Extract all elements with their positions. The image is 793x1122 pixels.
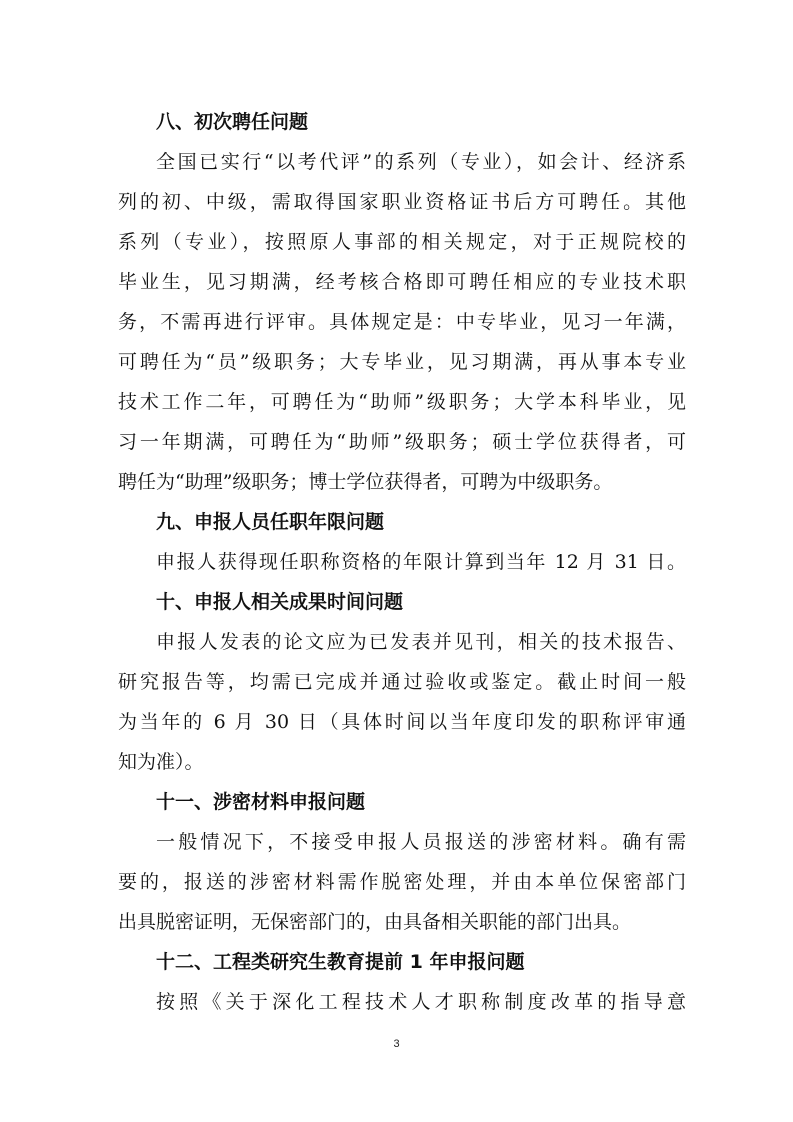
text-line: 系列（专业），按照原人事部的相关规定，对于正规院校的 (118, 231, 686, 253)
section-tenure-years (118, 502, 686, 582)
text-line: 按照《关于深化工程技术人才职称制度改革的指导意 (156, 991, 686, 1013)
section-heading: 八、初次聘任问题 (156, 111, 309, 133)
text-line: 技术工作二年，可聘任为“助师”级职务；大学本科毕业，见 (118, 391, 686, 413)
text-line: 申报人发表的论文应为已发表并见刊，相关的技术报告、 (156, 631, 686, 653)
section-heading: 十二、工程类研究生教育提前 1 年申报问题 (156, 951, 525, 973)
section-paragraph (118, 542, 686, 582)
text-line: 务，不需再进行评审。具体规定是：中专毕业，见习一年满， (118, 311, 686, 333)
section-paragraph (118, 142, 686, 502)
section-heading: 十、申报人相关成果时间问题 (156, 591, 404, 613)
page-number: 3 (393, 1038, 400, 1050)
text-line: 可聘任为“员”级职务；大专毕业，见习期满，再从事本专业 (118, 351, 686, 373)
section-classified-materials (118, 782, 686, 942)
text-line: 毕业生，见习期满，经考核合格即可聘任相应的专业技术职 (118, 271, 686, 293)
text-line: 一般情况下，不接受申报人员报送的涉密材料。确有需 (156, 831, 686, 853)
text-line: 知为准）。 (118, 751, 204, 773)
section-heading: 九、申报人员任职年限问题 (156, 511, 385, 533)
section-paragraph (118, 622, 686, 782)
section-achievement-time (118, 582, 686, 782)
text-line: 研究报告等，均需已完成并通过验收或鉴定。截止时间一般 (118, 671, 686, 693)
text-line: 列的初、中级，需取得国家职业资格证书后方可聘任。其他 (118, 191, 686, 213)
text-line: 申报人获得现任职称资格的年限计算到当年 12 月 31 日。 (156, 551, 686, 573)
text-line: 要的，报送的涉密材料需作脱密处理，并由本单位保密部门 (118, 871, 686, 893)
text-line: 为当年的 6 月 30 日（具体时间以当年度印发的职称评审通 (118, 711, 686, 733)
section-paragraph (118, 822, 686, 942)
text-line: 习一年期满，可聘任为“助师”级职务；硕士学位获得者，可 (118, 431, 686, 453)
section-initial-appointment (118, 102, 686, 502)
document-body (118, 102, 686, 1022)
text-line: 聘任为“助理”级职务；博士学位获得者，可聘为中级职务。 (118, 471, 613, 493)
text-line: 全国已实行“以考代评”的系列（专业），如会计、经济系 (156, 151, 686, 173)
text-line: 出具脱密证明，无保密部门的，由具备相关职能的部门出具。 (118, 911, 632, 933)
section-heading: 十一、涉密材料申报问题 (156, 791, 366, 813)
section-engineering-graduate (118, 942, 686, 1022)
section-paragraph (118, 982, 686, 1022)
